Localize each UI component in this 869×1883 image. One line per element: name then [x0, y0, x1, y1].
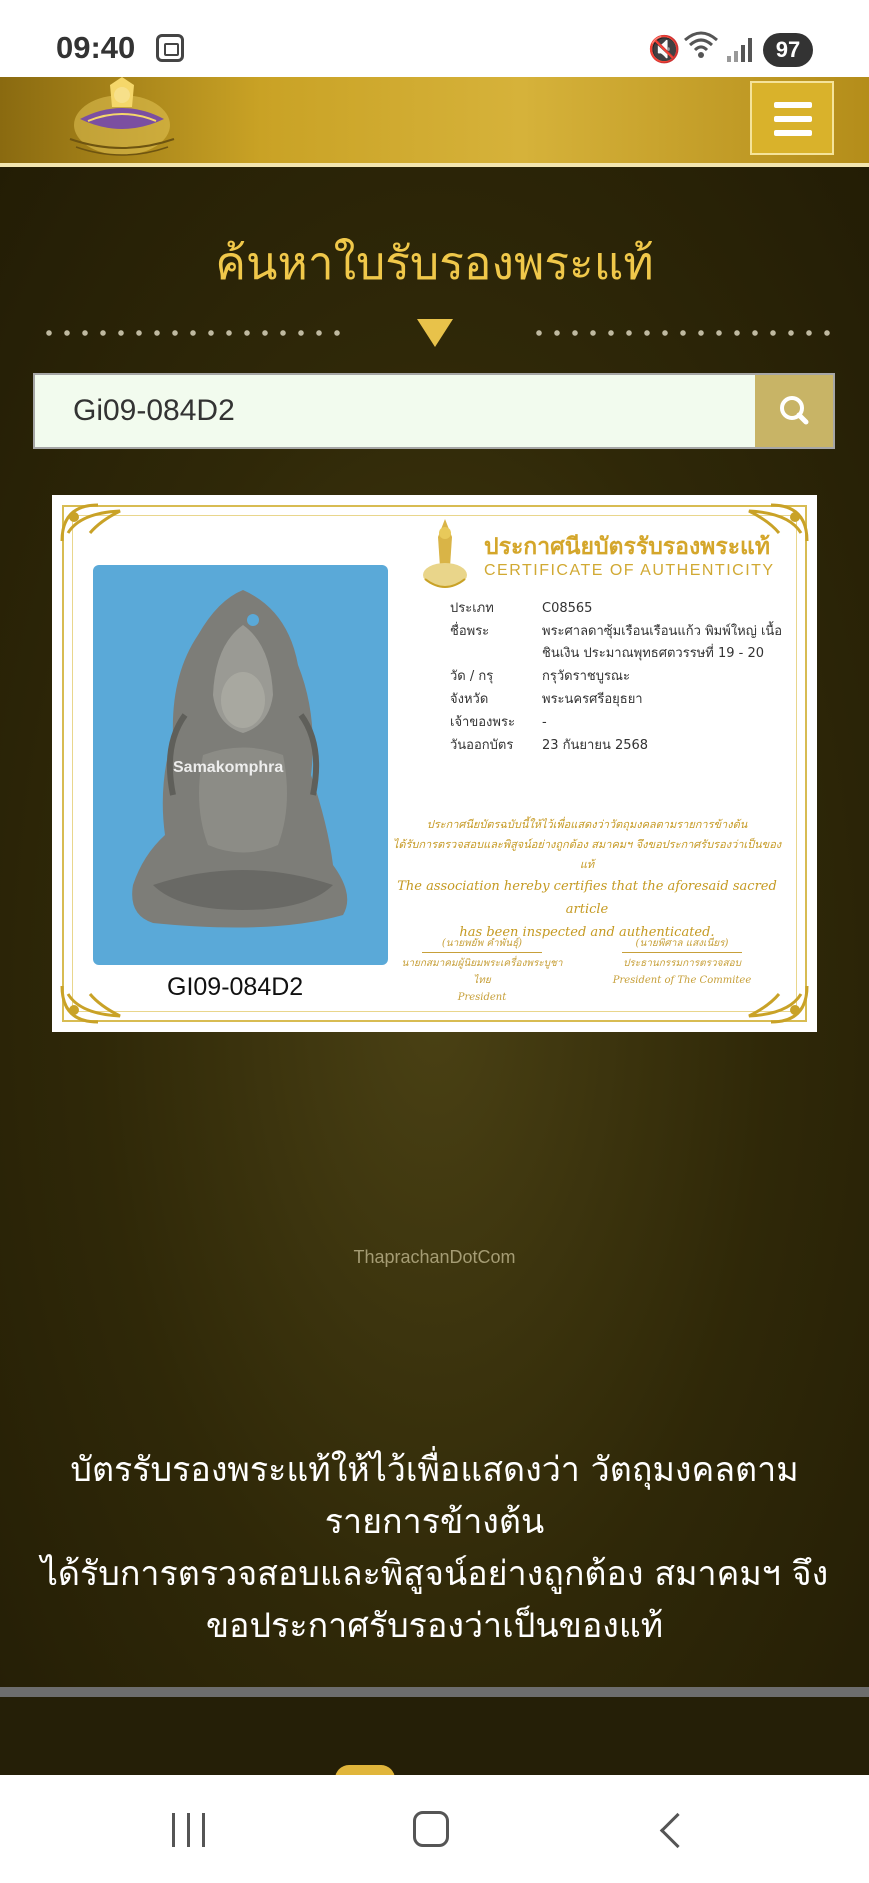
- search-input[interactable]: [35, 375, 755, 447]
- site-header: [0, 77, 869, 167]
- field-row: ชื่อพระ พระศาลดาซุ้มเรือนเรือนแก้ว พิมพ์ใหญ่ เนื้อชินเงิน ประมาณพุทธศตวรรษที่ 19 - 20: [450, 624, 783, 661]
- signature-right: (นายพิศาล แสงเนียร) ประธานกรรมการตรวจสอบ President of The Commitee: [612, 938, 752, 986]
- menu-button[interactable]: [750, 81, 834, 155]
- status-bar: [0, 0, 869, 77]
- description-text: บัตรรับรองพระแท้ให้ไว้เพื่อแสดงว่า วัตถุมงคลตามรายการข้างต้น ได้รับการตรวจสอบและพิสูจน์อย่างถูกต้อง สมาคมฯ จึงขอประกาศรับรองว่าเป็นของแท้: [40, 1450, 829, 1646]
- back-icon[interactable]: [660, 1813, 695, 1848]
- signal-icon: [725, 38, 755, 62]
- field-row: ประเภท C08565: [450, 601, 593, 616]
- status-time: 09:40: [56, 30, 136, 65]
- next-section: [0, 1697, 869, 1775]
- site-watermark: ThaprachanDotCom: [353, 1247, 516, 1267]
- association-logo[interactable]: [60, 77, 185, 159]
- corner-ornament: [60, 984, 150, 1024]
- main-content: [0, 167, 869, 1687]
- home-icon[interactable]: [413, 1811, 449, 1847]
- certificate-card[interactable]: [52, 495, 817, 1032]
- corner-ornament: [60, 503, 150, 543]
- certificate-statement: ประกาศนียบัตรฉบับนี้ให้ไว้เพื่อแสดงว่าวัตถุมงคลตามรายการข้างต้น ได้รับการตรวจสอบและพิสูจน์อย่างถูกต้อง สมาคมฯ จึงขอประกาศรับรองว่าเป็นของแท้ The association hereby certifies that the aforesaid sacred article has been inspected and authenticated.: [392, 818, 782, 940]
- divider-arrow: [417, 319, 453, 347]
- amulet-photo[interactable]: [93, 565, 388, 965]
- field-row: จังหวัด พระนครศรีอยุธยา: [450, 692, 643, 707]
- section-divider: [0, 1687, 869, 1697]
- corner-ornament: [719, 984, 809, 1024]
- field-row: วัด / กรุ กรุวัดราชบูรณะ: [450, 669, 630, 684]
- menu-icon: [774, 102, 812, 108]
- certificate-code: GI09-084D2: [167, 973, 304, 1001]
- signature-left: (นายพยัพ คำพันธุ์) นายกสมาคมผู้นิยมพระเครื่องพระบูชาไทย President: [401, 938, 563, 1003]
- association-seal-icon: [420, 517, 470, 595]
- search-icon: [755, 375, 833, 447]
- battery-badge: 97: [763, 33, 813, 67]
- divider-dots-left: [40, 330, 340, 336]
- wifi-icon: [683, 30, 719, 68]
- certificate-fields: [450, 598, 795, 758]
- screenshot-icon: [156, 34, 184, 62]
- certificate-title-th: ประกาศนียบัตรรับรองพระแท้: [484, 534, 771, 560]
- search-button[interactable]: [755, 375, 833, 447]
- search-box: [33, 373, 835, 449]
- page-title: ค้นหาใบรับรองพระแท้: [215, 236, 654, 290]
- certificate-title-en: CERTIFICATE OF AUTHENTICITY: [484, 562, 775, 579]
- field-row: เจ้าของพระ -: [450, 715, 547, 730]
- system-nav-bar: [0, 1775, 869, 1883]
- divider-dots-right: [530, 330, 830, 336]
- photo-watermark: Samakomphra: [173, 759, 284, 776]
- field-row: วันออกบัตร 23 กันยายน 2568: [450, 738, 649, 753]
- recent-apps-icon[interactable]: [172, 1813, 206, 1847]
- mute-icon: 🔇: [648, 35, 681, 65]
